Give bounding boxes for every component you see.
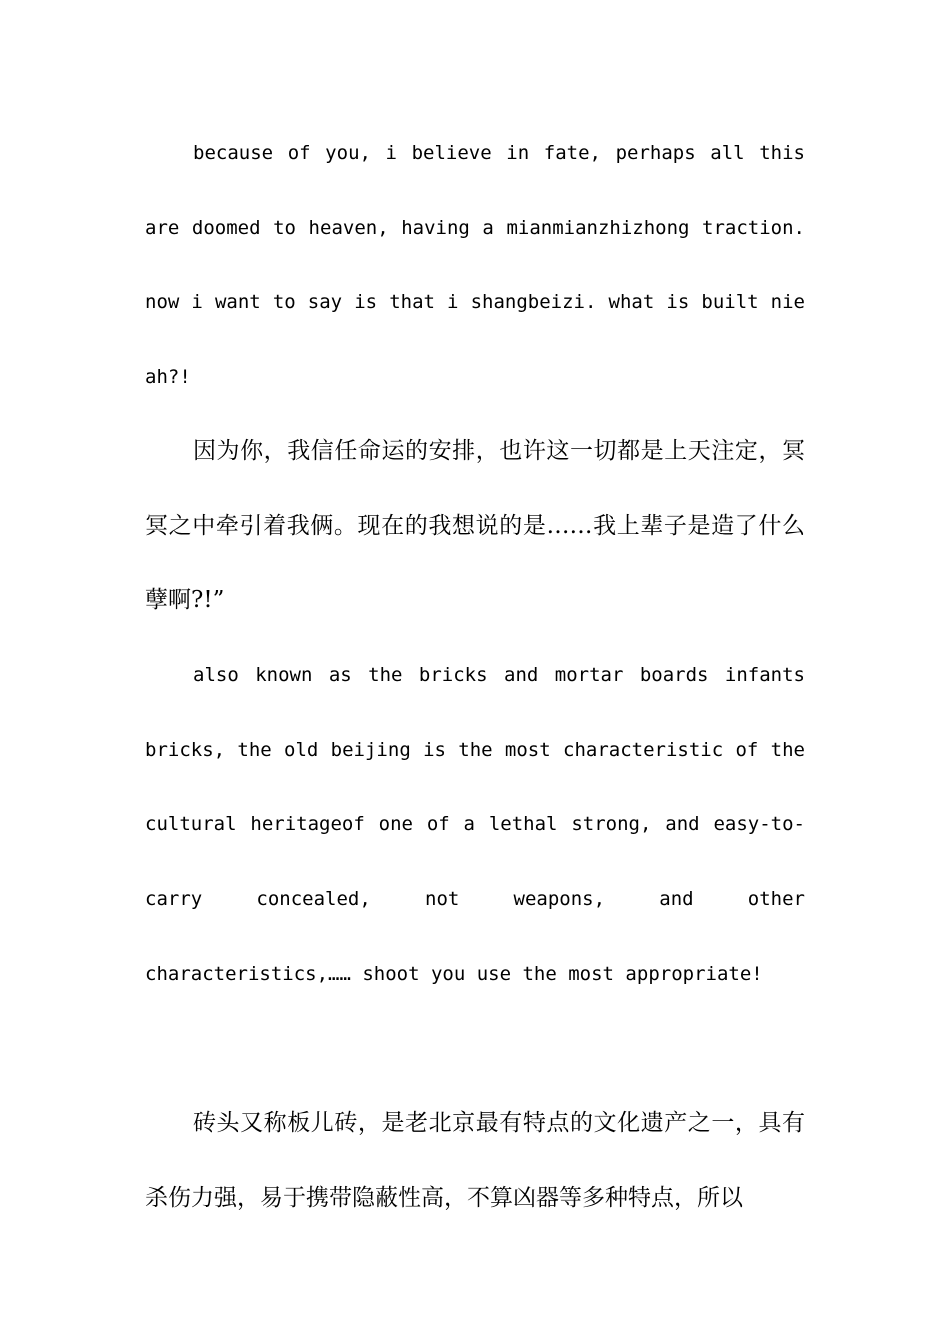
paragraph-english-bricks: also known as the bricks and mortar boards infants bricks, the old beijing is the most characteristic of the cultural heritageof one of a lethal strong, and easy-to-carry concealed, not weapons, and other characteristics,…… shoot you use the most appropriate! [145, 664, 805, 985]
paragraph-chinese-fate: 因为你，我信任命运的安排，也许这一切都是上天注定，冥冥之中牵引着我俩。现在的我想说的是……我上辈子是造了什么孽啊?!” [145, 438, 805, 614]
paragraph-english-fate: because of you, i believe in fate, perhaps all this are doomed to heaven, having a mianmianzhizhong traction. now i want to say is that i shangbeizi. what is built nie ah?! [145, 142, 805, 389]
paragraph-chinese-bricks: 砖头又称板儿砖，是老北京最有特点的文化遗产之一，具有杀伤力强，易于携带隐蔽性高，不算凶器等多种特点，所以 [145, 1110, 805, 1211]
